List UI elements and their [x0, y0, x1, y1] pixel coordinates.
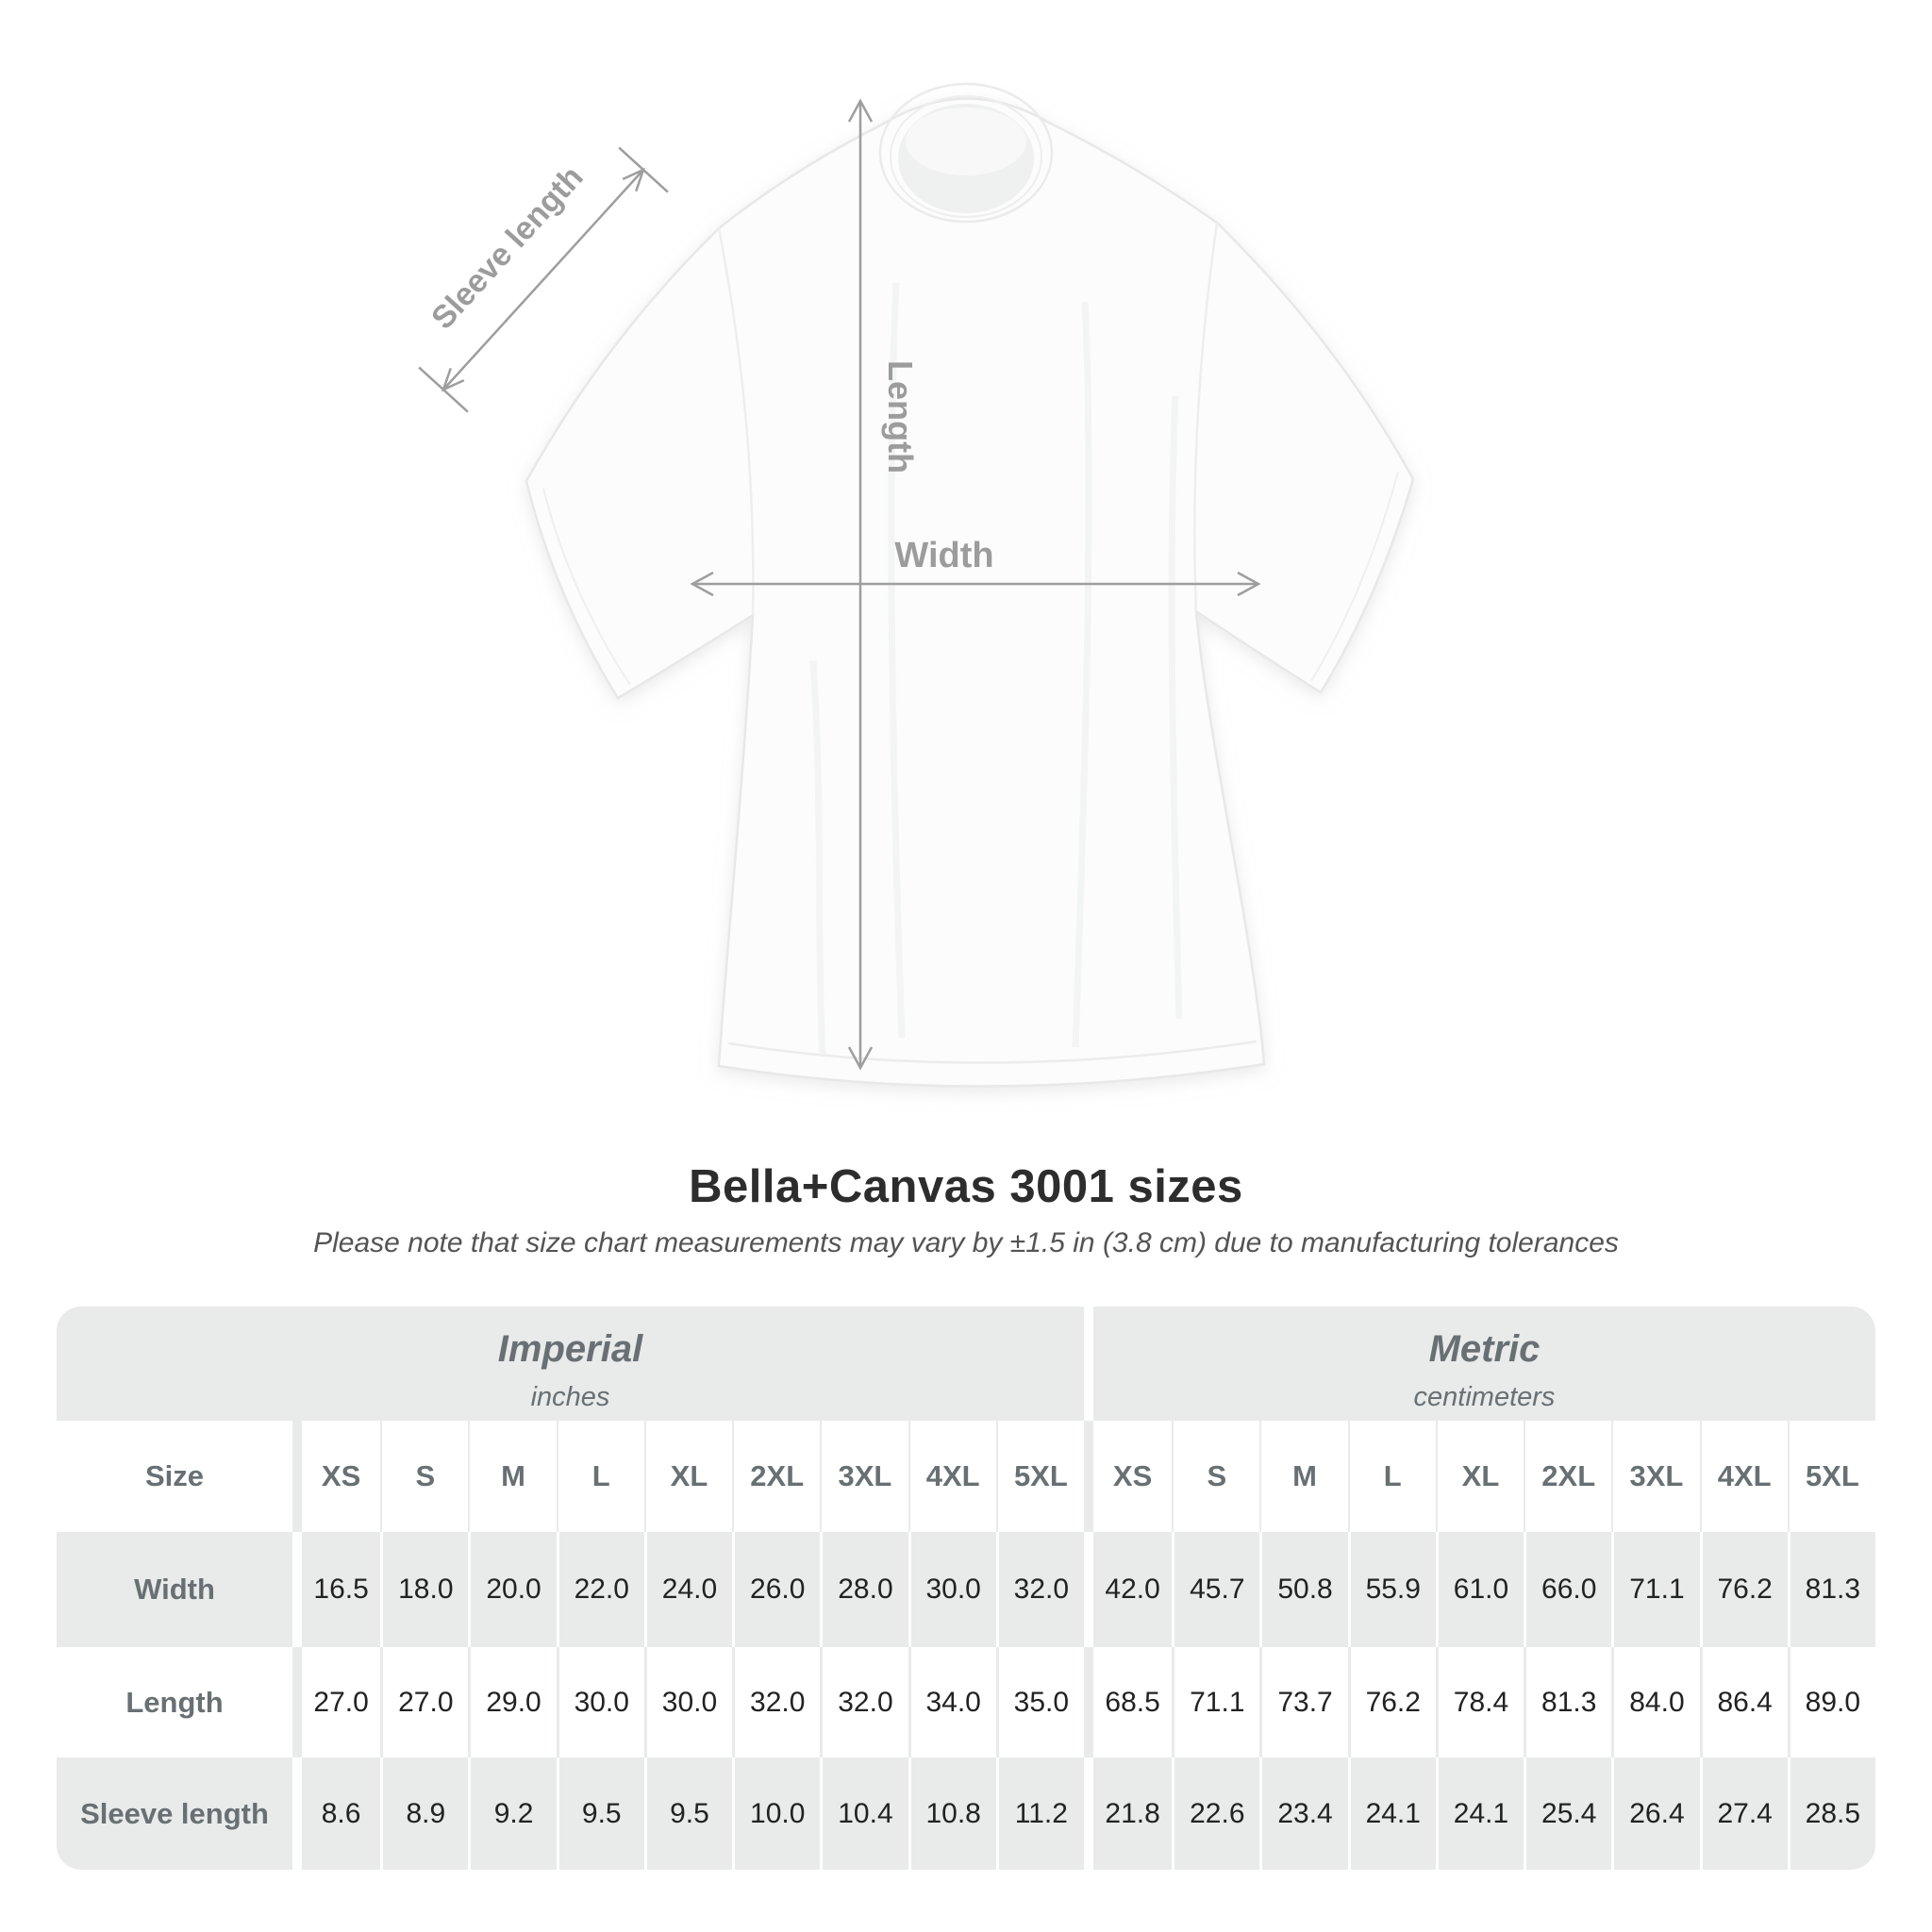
value-cell: 27.4: [1700, 1757, 1788, 1870]
value-cell: 25.4: [1524, 1757, 1611, 1870]
size-header-cell: XL: [1436, 1421, 1524, 1532]
page-subtitle: Please note that size chart measurements may vary by ±1.5 in (3.8 cm) due to manufacturing tolerances: [313, 1227, 1619, 1258]
size-header-cell: L: [1348, 1421, 1436, 1532]
size-header-cell: S: [1172, 1421, 1259, 1532]
collar-back-panel: [906, 108, 1026, 175]
value-cell: 24.1: [1436, 1757, 1524, 1870]
value-cell: 26.0: [732, 1532, 820, 1647]
value-cell: 20.0: [468, 1532, 556, 1647]
value-cell: 22.0: [557, 1532, 644, 1647]
group-subtitle-metric: centimeters: [1413, 1381, 1556, 1412]
value-cell: 11.2: [996, 1757, 1084, 1870]
page-title: Bella+Canvas 3001 sizes: [689, 1161, 1243, 1212]
size-header-cell: XS: [292, 1421, 380, 1532]
size-header-cell: M: [468, 1421, 556, 1532]
sleeve-length-label: Sleeve length: [425, 158, 591, 337]
value-cell: 78.4: [1436, 1647, 1524, 1757]
value-cell: 84.0: [1611, 1647, 1699, 1757]
value-cell: 28.5: [1788, 1757, 1875, 1870]
size-header-cell: 3XL: [820, 1421, 908, 1532]
value-cell: 76.2: [1348, 1647, 1436, 1757]
tshirt-body: [526, 98, 1413, 1086]
group-header-metric: [1084, 1307, 1875, 1421]
group-title-metric: Metric: [1428, 1327, 1541, 1370]
value-cell: 30.0: [644, 1647, 732, 1757]
value-cell: 61.0: [1436, 1532, 1524, 1647]
group-title-imperial: Imperial: [497, 1327, 643, 1370]
width-label: Width: [894, 536, 994, 575]
value-cell: 76.2: [1700, 1532, 1788, 1647]
table-rows: [57, 1532, 1875, 1870]
table-row: [57, 1757, 1875, 1870]
size-header-cell: XS: [1084, 1421, 1172, 1532]
value-cell: 8.9: [380, 1757, 468, 1870]
group-subtitle-imperial: inches: [530, 1381, 610, 1412]
tshirt-illustration: [526, 84, 1413, 1087]
size-header-cell: 4XL: [1700, 1421, 1788, 1532]
value-cell: 32.0: [996, 1532, 1084, 1647]
value-cell: 89.0: [1788, 1647, 1875, 1757]
size-header-cell: XL: [644, 1421, 732, 1532]
size-header-cell: 2XL: [732, 1421, 820, 1532]
length-label: Length: [881, 360, 920, 474]
value-cell: 28.0: [820, 1532, 908, 1647]
value-cell: 23.4: [1259, 1757, 1347, 1870]
value-cell: 27.0: [292, 1647, 380, 1757]
group-header-imperial: [57, 1307, 1084, 1421]
value-cell: 10.0: [732, 1757, 820, 1870]
value-cell: 86.4: [1700, 1647, 1788, 1757]
row-label: Width: [134, 1573, 215, 1606]
value-cell: 10.4: [820, 1757, 908, 1870]
row-label: Length: [125, 1685, 224, 1719]
value-cell: 24.1: [1348, 1757, 1436, 1870]
size-header-cell: 4XL: [908, 1421, 996, 1532]
size-header-cell: 2XL: [1524, 1421, 1611, 1532]
table-row: [57, 1532, 1875, 1647]
value-cell: 24.0: [644, 1532, 732, 1647]
size-header-cell: 5XL: [996, 1421, 1084, 1532]
value-cell: 9.5: [557, 1757, 644, 1870]
value-cell: 21.8: [1084, 1757, 1172, 1870]
size-column-label: Size: [144, 1459, 205, 1492]
value-cell: 45.7: [1172, 1532, 1259, 1647]
value-cell: 30.0: [557, 1647, 644, 1757]
value-cell: 50.8: [1259, 1532, 1347, 1647]
value-cell: 32.0: [820, 1647, 908, 1757]
size-header-cell: M: [1259, 1421, 1347, 1532]
row-label: Sleeve length: [80, 1796, 269, 1830]
size-header-cell: 3XL: [1611, 1421, 1699, 1532]
value-cell: 71.1: [1611, 1532, 1699, 1647]
value-cell: 32.0: [732, 1647, 820, 1757]
value-cell: 27.0: [380, 1647, 468, 1757]
value-cell: 8.6: [292, 1757, 380, 1870]
size-header-cell: 5XL: [1788, 1421, 1875, 1532]
value-cell: 66.0: [1524, 1532, 1611, 1647]
value-cell: 26.4: [1611, 1757, 1699, 1870]
table-row: [57, 1647, 1875, 1757]
value-cell: 16.5: [292, 1532, 380, 1647]
value-cell: 22.6: [1172, 1757, 1259, 1870]
unit-group-header-row: [57, 1307, 1875, 1421]
value-cell: 30.0: [908, 1532, 996, 1647]
value-cell: 10.8: [908, 1757, 996, 1870]
size-header-cell: L: [557, 1421, 644, 1532]
value-cell: 81.3: [1788, 1532, 1875, 1647]
value-cell: 81.3: [1524, 1647, 1611, 1757]
value-cell: 18.0: [380, 1532, 468, 1647]
value-cell: 68.5: [1084, 1647, 1172, 1757]
size-table: [57, 1307, 1875, 1870]
value-cell: 9.2: [468, 1757, 556, 1870]
size-header-row: [57, 1421, 1875, 1532]
value-cell: 29.0: [468, 1647, 556, 1757]
size-header-cell: S: [380, 1421, 468, 1532]
value-cell: 35.0: [996, 1647, 1084, 1757]
value-cell: 9.5: [644, 1757, 732, 1870]
value-cell: 34.0: [908, 1647, 996, 1757]
value-cell: 73.7: [1259, 1647, 1347, 1757]
value-cell: 42.0: [1084, 1532, 1172, 1647]
value-cell: 71.1: [1172, 1647, 1259, 1757]
value-cell: 55.9: [1348, 1532, 1436, 1647]
